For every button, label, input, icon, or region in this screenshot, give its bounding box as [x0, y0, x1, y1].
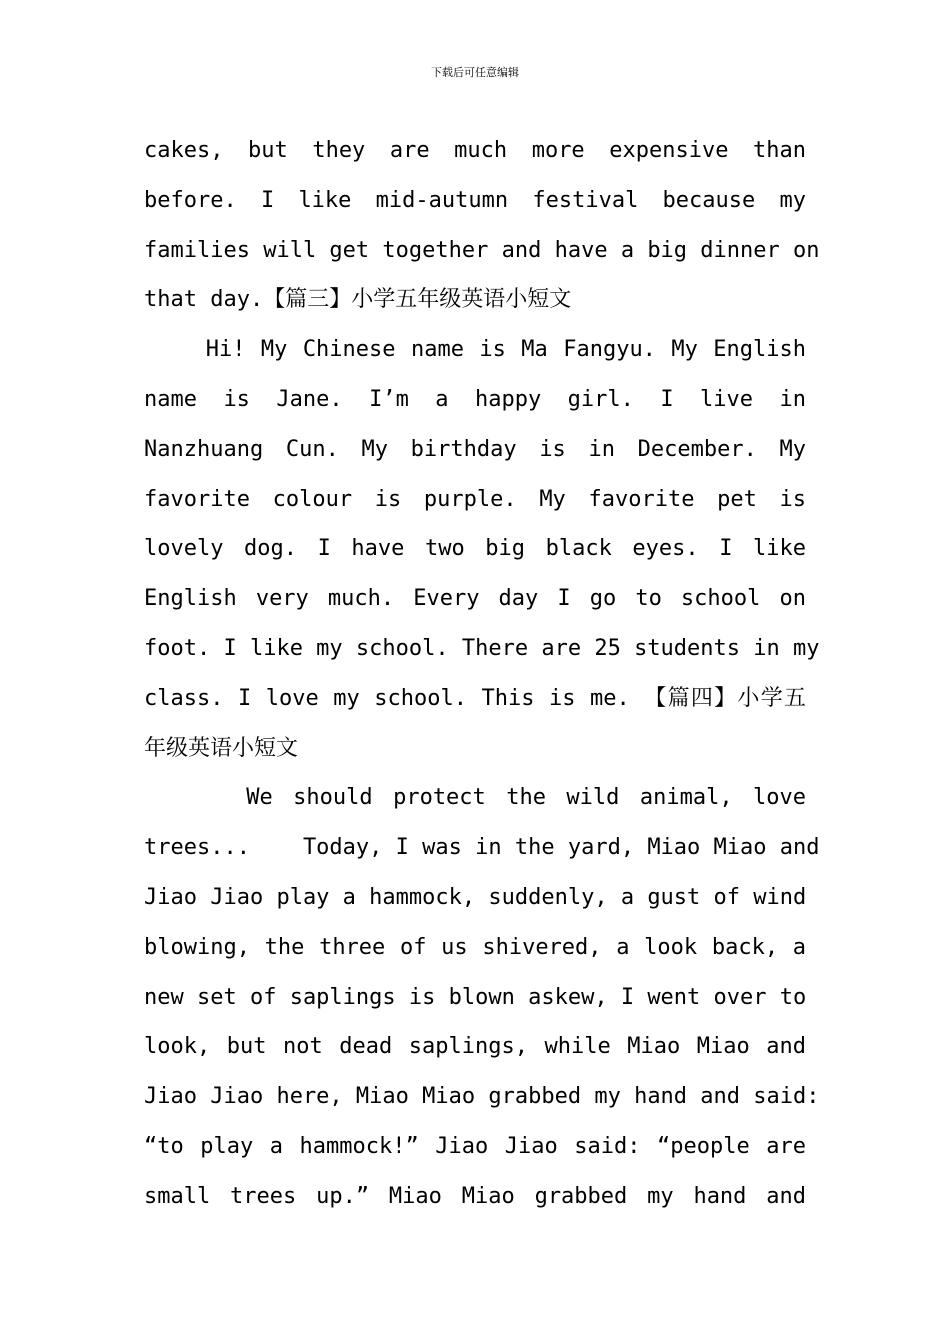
text-line: English very much. Every day I go to school on [144, 586, 806, 612]
text-line: We should protect the wild animal, love [144, 785, 806, 811]
text-line: favorite colour is purple. My favorite pet is [144, 486, 806, 512]
document-body [144, 126, 820, 1222]
text-line: foot. I like my school. There are 25 students in my [144, 635, 820, 661]
text-line: blowing, the three of us shivered, a look back, a [144, 934, 806, 960]
text-line: “to play a hammock!” Jiao Jiao said: “people are [144, 1133, 806, 1159]
text-line: Nanzhuang Cun. My birthday is in December. My [144, 436, 806, 462]
text-line: look, but not dead saplings, while Miao Miao and [144, 1034, 806, 1060]
text-line: trees... Today, I was in the yard, Miao Miao and [144, 835, 820, 861]
text-line: new set of saplings is blown askew, I went over to [144, 984, 807, 1010]
text-line: class. I love my school. This is me. 【篇四】小学五 [144, 685, 806, 711]
text-line: families will get together and have a big dinner on [144, 237, 820, 263]
text-line: Jiao Jiao play a hammock, suddenly, a gust of wind [144, 884, 807, 910]
text-line: before. I like mid-autumn festival because my [144, 187, 806, 213]
text-line: small trees up.” Miao Miao grabbed my hand and [144, 1183, 806, 1209]
text-line: cakes, but they are much more expensive than [144, 138, 806, 163]
text-line: lovely dog. I have two big black eyes. I like [144, 536, 806, 562]
text-line: name is Jane. I’m a happy girl. I live in [144, 386, 806, 412]
text-line: Jiao Jiao here, Miao Miao grabbed my hand and said: [144, 1084, 820, 1110]
text-line: Hi! My Chinese name is Ma Fangyu. My English [144, 337, 806, 363]
text-line: 年级英语小短文 [144, 735, 299, 761]
text-line: that day.【篇三】小学五年级英语小短文 [144, 287, 572, 313]
page-header: 下载后可任意编辑 [431, 66, 519, 79]
